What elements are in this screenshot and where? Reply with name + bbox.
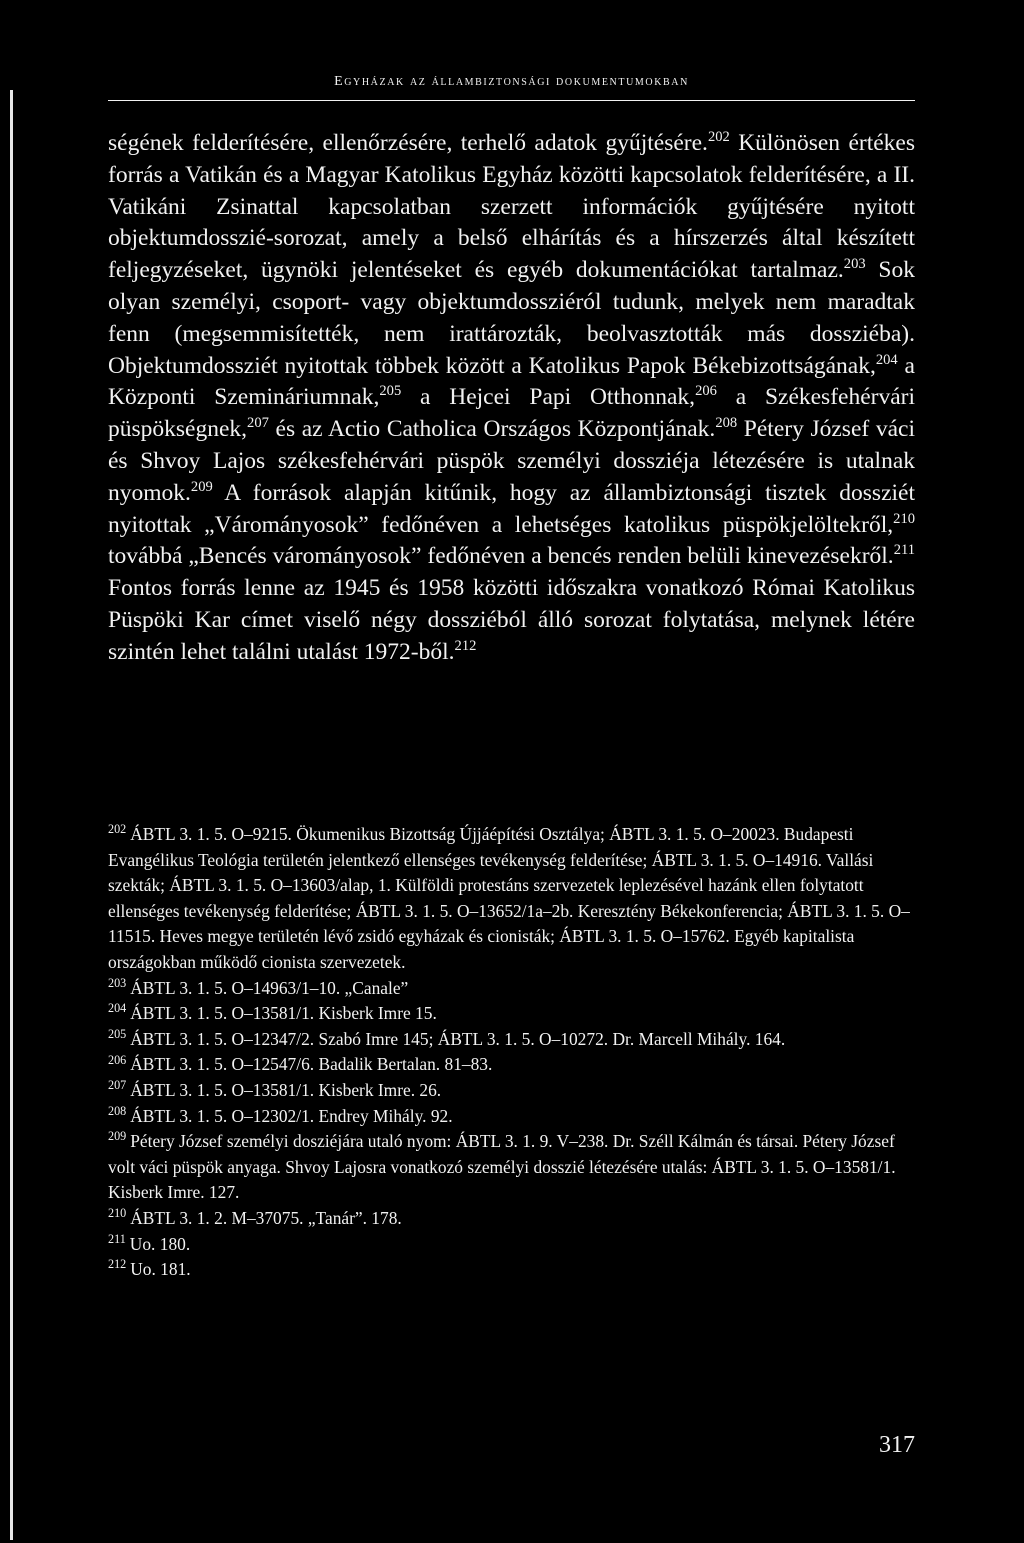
- footnote-ref: 212: [454, 637, 477, 654]
- footnote-number: 209: [108, 1129, 127, 1144]
- footnote: [108, 1232, 915, 1258]
- footnote-text: Uo. 180.: [129, 1233, 191, 1254]
- body-segment: a Hejcei Papi Otthonnak,: [401, 384, 696, 411]
- footnote-number: 204: [108, 1001, 127, 1016]
- footnote-ref: 211: [893, 542, 915, 559]
- footnote-ref: 207: [247, 415, 269, 432]
- footnote-ref: 203: [843, 256, 866, 273]
- footnote: [108, 1104, 915, 1130]
- footnote-text: ÁBTL 3. 1. 5. O–14963/1–10. „Canale”: [130, 977, 409, 998]
- footnote-ref: 209: [190, 478, 213, 495]
- footnote-text: ÁBTL 3. 1. 5. O–9215. Ökumenikus Bizottság Újjáépítési Osztálya; ÁBTL 3. 1. 5. O–20023. Budapesti Evangélikus Teológia területén jelentkező ellenséges tevékenység felderítése; ÁBTL 3. 1. 5. O–14916. Vallási szekták; ÁBTL 3. 1. 5. O–13603/alap, 1. Külföldi protestáns szervezetek leplezésével hazánk ellen folytatott ellenséges tevékenység felderítése; ÁBTL 3. 1. 5. O–13652/1a–2b. Keresztény Békekonferencia; ÁBTL 3. 1. 5. O–11515. Heves megye területén lévő zsidó egyházak és cionisták; ÁBTL 3. 1. 5. O–15762. Egyéb kapitalista országokban működő cionista szervezetek.: [108, 824, 910, 972]
- body-segment: Különösen értékes forrás a Vatikán és a Magyar Katolikus Egyház közötti kapcsolatok felderítésére, a II. Vatikáni Zsinattal kapcsolatban szerzett információk gyűjtésére nyitott objektumdosszié-sorozat, amely a belső elhárítás és a hírszerzés által készített feljegyzéseket, ügynöki jelentéseket és egyéb dokumentációkat tartalmaz.: [108, 130, 915, 284]
- body-segment: ségének felderítésére, ellenőrzésére, terhelő adatok gyűjtésére.: [108, 130, 708, 156]
- footnote-text: ÁBTL 3. 1. 5. O–12347/2. Szabó Imre 145; ÁBTL 3. 1. 5. O–10272. Dr. Marcell Mihály. 164.: [130, 1028, 786, 1049]
- footnote-text: ÁBTL 3. 1. 5. O–12302/1. Endrey Mihály. 92.: [130, 1105, 453, 1126]
- body-segment: és az Actio Catholica Országos Központjának.: [268, 416, 716, 443]
- footnote: [108, 1257, 915, 1283]
- body-segment: a Központi Szemináriumnak,: [108, 352, 915, 411]
- footnote: [108, 1027, 915, 1053]
- footnote-number: 210: [108, 1206, 127, 1221]
- footnote-ref: 205: [379, 383, 402, 400]
- body-segment: továbbá „Bencés várományosok” fedőnéven a bencés renden belüli kinevezésekről.: [108, 543, 894, 570]
- footnote-number: 211: [108, 1231, 126, 1246]
- footnote-number: 206: [108, 1052, 127, 1067]
- body-segment: A források alapján kitűnik, hogy az állambiztonsági tisztek dossziét nyitottak „Várományosok” fedőnéven a lehetséges katolikus püspökjelöltekről,: [108, 479, 915, 538]
- footnote: [108, 1001, 915, 1027]
- body-paragraph: [108, 128, 915, 669]
- footnotes: [108, 822, 915, 1283]
- footnote: [108, 1052, 915, 1078]
- running-header: [108, 74, 915, 90]
- footnote: [108, 976, 915, 1002]
- footnote-number: 207: [108, 1078, 127, 1093]
- footnote: [108, 822, 915, 976]
- footnote: [108, 1129, 915, 1206]
- footnote-text: ÁBTL 3. 1. 5. O–13581/1. Kisberk Imre. 26.: [130, 1079, 442, 1100]
- body-segment: a Székesfehérvári püspökségnek,: [108, 384, 915, 443]
- footnote-number: 208: [108, 1103, 127, 1118]
- header-rule: [108, 100, 915, 101]
- footnote-number: 205: [108, 1026, 127, 1041]
- running-header-text: Egyházak az állambiztonsági dokumentumokban: [334, 74, 689, 89]
- left-edge-rule: [10, 90, 13, 1540]
- footnote-text: ÁBTL 3. 1. 5. O–12547/6. Badalik Bertalan. 81–83.: [130, 1054, 493, 1075]
- footnote-number: 212: [108, 1257, 127, 1272]
- footnote-ref: 208: [715, 415, 738, 432]
- body-segment: Fontos forrás lenne az 1945 és 1958 közötti időszakra vonatkozó Római Katolikus Püspöki Kar címet viselő négy dossziéból álló sorozat folytatása, melynek létére szintén lehet találni utalást 1972-ből.: [108, 575, 915, 665]
- footnote: [108, 1206, 915, 1232]
- footnote: [108, 1078, 915, 1104]
- body-segment: Sok olyan személyi, csoport- vagy objektumdossziéról tudunk, melyek nem maradtak fenn (megsemmisítették, nem irattározták, beolvasztották más dossziéba). Objektumdossziét nyitottak többek között a Katolikus Papok Békebizottságának,: [108, 257, 915, 379]
- footnote-ref: 206: [695, 383, 717, 400]
- footnote-text: ÁBTL 3. 1. 5. O–13581/1. Kisberk Imre 15.: [130, 1003, 437, 1024]
- footnote-ref: 210: [893, 510, 915, 527]
- footnote-ref: 202: [707, 129, 730, 146]
- footnote-text: Uo. 181.: [130, 1259, 191, 1280]
- footnote-number: 202: [108, 822, 127, 837]
- footnote-ref: 204: [875, 351, 898, 368]
- body-segment: Pétery József váci és Shvoy Lajos székesfehérvári püspök személyi dossziéja létezésére is utalnak nyomok.: [108, 416, 916, 506]
- footnote-number: 203: [108, 975, 127, 990]
- footnote-text: ÁBTL 3. 1. 2. M–37075. „Tanár”. 178.: [130, 1207, 402, 1228]
- footnote-text: Pétery József személyi dosziéjára utaló nyom: ÁBTL 3. 1. 9. V–238. Dr. Széll Kálmán és társai. Pétery József volt váci püspök anyaga. Shvoy Lajosra vonatkozó személyi dosszié létezésére utalás: ÁBTL 3. 1. 5. O–13581/1. Kisberk Imre. 127.: [108, 1131, 896, 1203]
- page-number: 317: [879, 1432, 915, 1458]
